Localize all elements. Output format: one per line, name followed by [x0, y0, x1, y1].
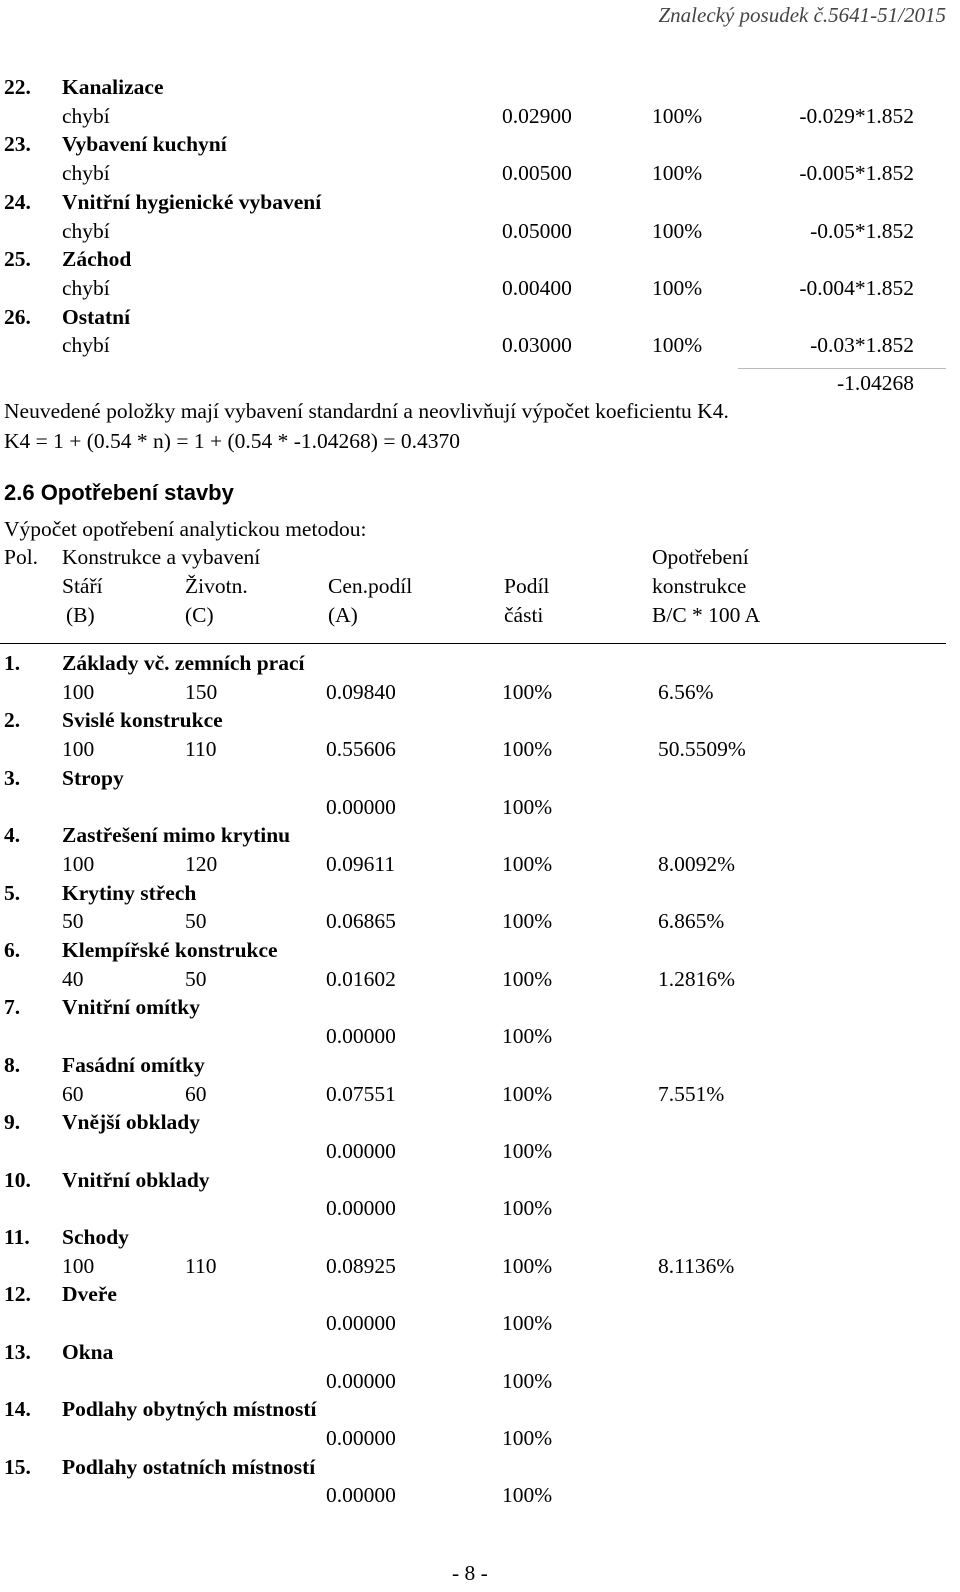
k4-item-number: 26.: [4, 304, 31, 329]
wear-item-name: Zastřešení mimo krytinu: [62, 823, 291, 848]
k4-item-percent: 100%: [652, 275, 703, 300]
wear-item-cost-share: 0.00000: [326, 1425, 396, 1450]
k4-item-number: 24.: [4, 189, 31, 214]
wear-item-number: 12.: [4, 1282, 31, 1307]
wear-item-cost-share: 0.09611: [326, 851, 396, 876]
wear-item-part: 100%: [502, 966, 553, 991]
wear-item-name: Podlahy obytných místností: [62, 1397, 317, 1422]
wear-item-wear: 6.865%: [658, 909, 725, 934]
col-header-konstrukce2: konstrukce: [652, 574, 747, 598]
k4-item-percent: 100%: [652, 333, 703, 358]
k4-sum: -1.04268: [836, 371, 914, 395]
wear-item-part: 100%: [502, 851, 553, 876]
document-header: Znalecký posudek č.5641-51/2015: [658, 3, 946, 27]
wear-item-part: 100%: [502, 1138, 553, 1163]
col-header-formula: B/C * 100 A: [652, 603, 761, 627]
wear-item-cost-share: 0.55606: [326, 737, 396, 762]
wear-item-part: 100%: [502, 1196, 553, 1221]
wear-item-lifespan: 110: [185, 737, 217, 762]
k4-item-calc: -0.004*1.852: [799, 275, 914, 300]
col-header-casti: části: [504, 603, 544, 627]
k4-item-name: Záchod: [62, 247, 132, 272]
col-header-opotrebeni: Opotřebení: [652, 545, 749, 569]
k4-item-name: Vybavení kuchyní: [62, 132, 227, 157]
col-header-a: (A): [328, 603, 358, 627]
wear-item-cost-share: 0.00000: [326, 1196, 396, 1221]
wear-item-number: 14.: [4, 1397, 31, 1422]
wear-item-number: 11.: [4, 1225, 30, 1249]
wear-item-part: 100%: [502, 794, 553, 819]
k4-item-percent: 100%: [652, 161, 703, 186]
wear-item-name: Podlahy ostatních místností: [62, 1454, 316, 1479]
wear-item-number: 7.: [4, 995, 21, 1020]
wear-item-age: 60: [62, 1081, 84, 1106]
wear-item-number: 3.: [4, 765, 21, 790]
k4-item-state: chybí: [62, 333, 110, 358]
wear-item-lifespan: 120: [185, 851, 218, 876]
k4-item-coefficient: 0.05000: [502, 218, 572, 243]
wear-item-wear: 7.551%: [658, 1081, 725, 1106]
wear-item-name: Dveře: [62, 1282, 117, 1307]
col-header-podil: Podíl: [504, 574, 550, 598]
col-header-stari: Stáří: [62, 574, 103, 598]
wear-item-number: 5.: [4, 880, 21, 905]
k4-item-state: chybí: [62, 275, 110, 300]
k4-item-coefficient: 0.02900: [502, 103, 572, 128]
wear-item-cost-share: 0.00000: [326, 1138, 396, 1163]
wear-item-number: 13.: [4, 1339, 31, 1364]
wear-item-age: 100: [62, 1253, 95, 1278]
k4-item-coefficient: 0.00400: [502, 275, 572, 300]
wear-item-cost-share: 0.00000: [326, 1024, 396, 1049]
wear-item-cost-share: 0.09840: [326, 679, 396, 704]
sum-rule: [738, 368, 946, 369]
wear-item-cost-share: 0.00000: [326, 1483, 396, 1508]
wear-item-number: 9.: [4, 1110, 21, 1135]
wear-item-name: Schody: [62, 1225, 129, 1249]
wear-item-cost-share: 0.00000: [326, 1311, 396, 1336]
k4-item-calc: -0.005*1.852: [799, 161, 914, 186]
wear-item-age: 40: [62, 966, 84, 991]
wear-item-age: 100: [62, 737, 95, 762]
wear-item-cost-share: 0.06865: [326, 909, 396, 934]
wear-item-lifespan: 50: [185, 966, 207, 991]
k4-item-name: Ostatní: [62, 304, 131, 329]
wear-item-part: 100%: [502, 679, 553, 704]
wear-item-wear: 8.0092%: [658, 851, 736, 876]
wear-item-part: 100%: [502, 1483, 553, 1508]
wear-item-wear: 50.5509%: [658, 737, 746, 762]
wear-item-lifespan: 110: [185, 1253, 217, 1278]
wear-item-number: 6.: [4, 938, 21, 962]
k4-item-number: 23.: [4, 132, 31, 157]
wear-item-lifespan: 60: [185, 1081, 207, 1106]
k4-item-number: 25.: [4, 247, 31, 272]
wear-item-name: Vnitřní omítky: [62, 995, 200, 1020]
method-text: Výpočet opotřebení analytickou metodou:: [4, 517, 367, 541]
wear-item-number: 8.: [4, 1052, 21, 1077]
wear-item-name: Klempířské konstrukce: [62, 938, 278, 962]
k4-item-calc: -0.03*1.852: [810, 333, 914, 358]
wear-item-part: 100%: [502, 1311, 553, 1336]
wear-item-name: Fasádní omítky: [62, 1052, 205, 1077]
wear-item-cost-share: 0.00000: [326, 794, 396, 819]
wear-item-part: 100%: [502, 1368, 553, 1393]
page-number: - 8 -: [452, 1561, 488, 1585]
wear-item-name: Vnější obklady: [62, 1110, 200, 1135]
k4-note: Neuvedené položky mají vybavení standardní a neovlivňují výpočet koeficientu K4.: [4, 399, 729, 423]
col-header-pol: Pol.: [4, 545, 39, 569]
wear-item-number: 10.: [4, 1167, 31, 1192]
col-header-b: (B): [66, 603, 95, 627]
wear-item-name: Vnitřní obklady: [62, 1167, 210, 1192]
wear-item-name: Okna: [62, 1339, 114, 1364]
wear-item-age: 50: [62, 909, 84, 934]
k4-item-percent: 100%: [652, 218, 703, 243]
wear-item-cost-share: 0.00000: [326, 1368, 396, 1393]
col-header-konstrukce: Konstrukce a vybavení: [62, 545, 261, 569]
wear-item-part: 100%: [502, 1081, 553, 1106]
wear-item-name: Svislé konstrukce: [62, 708, 223, 733]
col-header-cenpodil: Cen.podíl: [328, 574, 413, 598]
wear-item-name: Stropy: [62, 765, 124, 790]
k4-item-coefficient: 0.03000: [502, 333, 572, 358]
wear-item-part: 100%: [502, 909, 553, 934]
wear-item-cost-share: 0.08925: [326, 1253, 396, 1278]
wear-item-part: 100%: [502, 737, 553, 762]
wear-item-part: 100%: [502, 1253, 553, 1278]
k4-item-calc: -0.029*1.852: [799, 103, 914, 128]
section-title: 2.6 Opotřebení stavby: [4, 480, 234, 505]
wear-item-cost-share: 0.01602: [326, 966, 396, 991]
k4-item-percent: 100%: [652, 103, 703, 128]
wear-item-age: 100: [62, 679, 95, 704]
col-header-c: (C): [185, 603, 214, 627]
wear-item-lifespan: 50: [185, 909, 207, 934]
k4-item-name: Kanalizace: [62, 75, 164, 99]
wear-item-lifespan: 150: [185, 679, 218, 704]
wear-item-wear: 1.2816%: [658, 966, 736, 991]
k4-formula: K4 = 1 + (0.54 * n) = 1 + (0.54 * -1.04268) = 0.4370: [4, 429, 460, 453]
wear-item-number: 15.: [4, 1454, 31, 1479]
k4-item-number: 22.: [4, 75, 31, 99]
wear-item-cost-share: 0.07551: [326, 1081, 396, 1106]
table-rule: [0, 643, 946, 644]
wear-item-number: 2.: [4, 708, 21, 733]
k4-item-calc: -0.05*1.852: [810, 218, 914, 243]
wear-item-wear: 8.1136%: [658, 1253, 735, 1278]
wear-item-part: 100%: [502, 1024, 553, 1049]
col-header-zivotn: Životn.: [185, 574, 248, 598]
k4-item-coefficient: 0.00500: [502, 161, 572, 186]
k4-item-state: chybí: [62, 218, 110, 243]
wear-item-number: 1.: [4, 651, 21, 675]
wear-item-wear: 6.56%: [658, 679, 714, 704]
wear-item-part: 100%: [502, 1425, 553, 1450]
k4-item-state: chybí: [62, 161, 110, 186]
wear-item-name: Krytiny střech: [62, 880, 197, 905]
k4-item-state: chybí: [62, 103, 110, 128]
k4-item-name: Vnitřní hygienické vybavení: [62, 189, 322, 214]
wear-item-name: Základy vč. zemních prací: [62, 651, 305, 675]
wear-item-number: 4.: [4, 823, 21, 848]
wear-item-age: 100: [62, 851, 95, 876]
